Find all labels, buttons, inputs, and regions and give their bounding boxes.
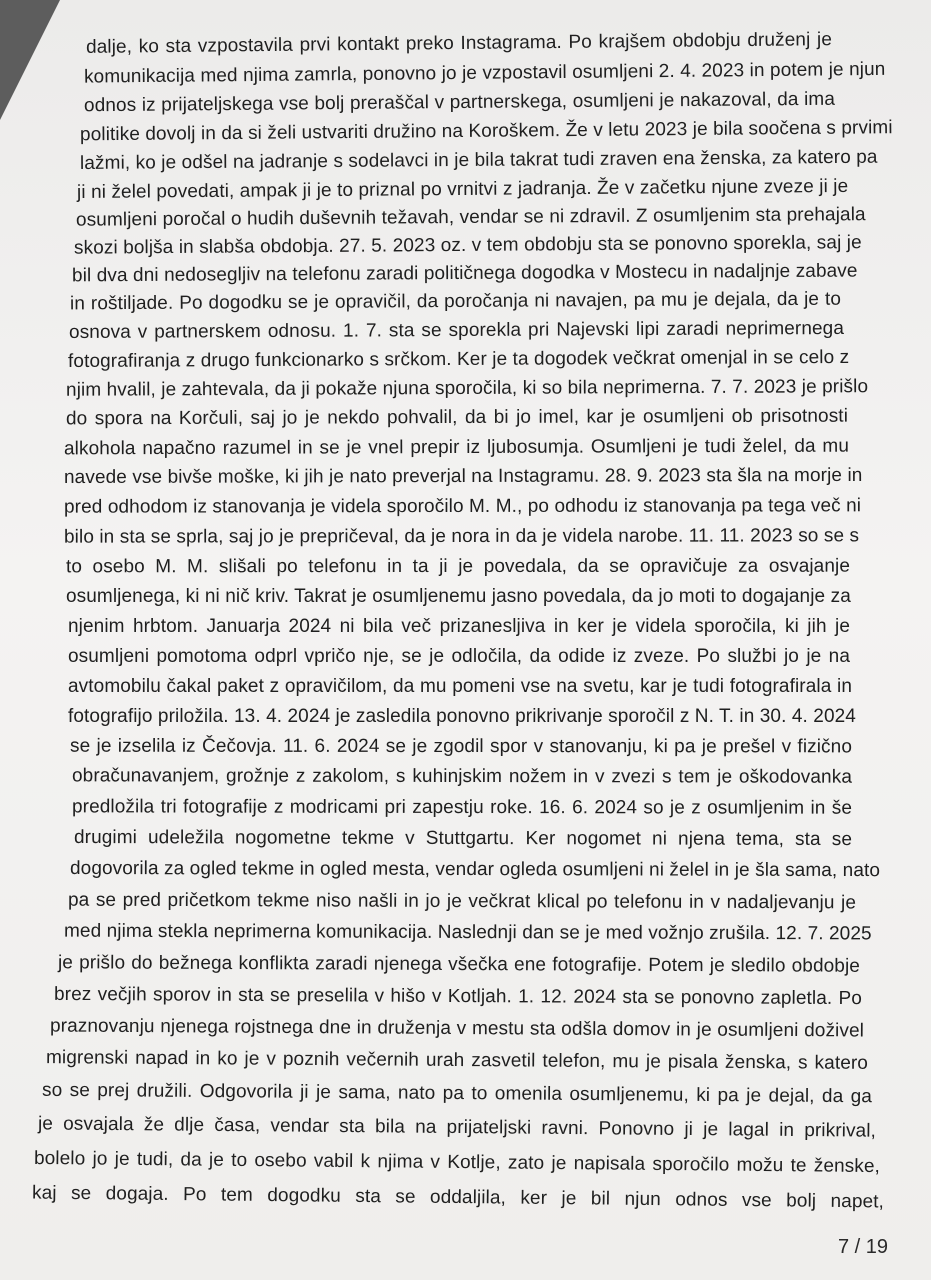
text-line: in roštiljade. Po dogodku se je opravičil, da poročanja ni navajen, pa mu je dejala, da je to [69, 288, 842, 315]
text-line: bilo in sta se sprla, saj jo je prepričeval, da je nora in da je videla narobe. 11. 11. 2023 so se s [63, 525, 860, 548]
text-line: pa se pred pričetkom tekme niso našli in jo je večkrat klical po telefonu in v nadaljevanju je [67, 889, 857, 914]
text-line: ji ni želel povedati, ampak ji je to priznal po vrnitvi z jadranja. Že v začetku njune zveze ji je [76, 175, 849, 203]
text-line: med njima stekla neprimerna komunikacija. Naslednji dan se je med vožnjo zrušila. 12. 7. 2025 [63, 920, 872, 945]
text-line: predložila tri fotografije z modricami pri zapestju roke. 16. 6. 2024 so je z osumljenim in še [71, 796, 853, 819]
text-line: osumljenega, ki ni nič kriv. Takrat je osumljenemu jasno povedala, da jo moti to dogajanje za [66, 586, 851, 607]
text-line: do spora na Korčuli, saj jo je nekdo pohvalil, da bi jo imel, kar je osumljeni ob prisotnosti [65, 405, 849, 430]
text-line: komunikacija med njima zamrla, ponovno jo je vzpostavil osumljeni 2. 4. 2023 in potem je njun [83, 58, 886, 88]
text-line: migrenski napad in ko je v poznih večernih urah zasvetil telefon, mu je pisala ženska, s katero [45, 1047, 869, 1074]
text-line: obračunavanjem, grožnje z zakolom, s kuhinjskim nožem in v zvezi s tem je oškodovanka [71, 765, 853, 788]
page-number: 7 / 19 [838, 1236, 889, 1258]
text-line: njim hvalil, je zahtevala, da ji pokaže njuna sporočila, ki so bila neprimerna. 7. 7. 2023 je prišlo [65, 376, 869, 401]
text-line: avtomobilu čakal paket z opravičilom, da mu pomeni vse na svetu, kar je tudi fotografirala in [68, 676, 852, 697]
text-line: brez večjih sporov in sta se preselila v hišo v Kotljah. 1. 12. 2024 sta se ponovno zapletla. Po [53, 983, 863, 1010]
text-line: skozi boljša in slabša obdobja. 27. 5. 2023 oz. v tem obdobju sta se ponovno sporekla, saj je [73, 232, 862, 259]
text-line: bil dva dni nedosegljiv na telefonu zaradi političnega dogodka v Mostecu in nadaljnje zabave [71, 260, 858, 287]
text-line: odnos iz prijateljskega vse bolj preraščal v partnerskega, osumljeni je nakazoval, da ima [83, 88, 836, 117]
text-line: so se prej družili. Odgovorila ji je sama, nato pa to omenila osumljenemu, ki pa je dejal, da ga [41, 1079, 873, 1108]
text-line: alkohola napačno razumel in se je vnel prepir iz ljubosumja. Osumljeni je tudi želel, da mu [63, 435, 850, 460]
text-line: lažmi, ko je odšel na jadranje s sodelavci in je bila takrat tudi zraven ena ženska, za katero pa [79, 146, 878, 174]
text-line: osumljeni pomotoma odprl vpričo nje, se je odločila, da odide iz zveze. Po službi jo je na [68, 646, 850, 667]
text-line: drugimi udeležila nogometne tekme v Stuttgartu. Ker nogomet ni njena tema, sta se [73, 826, 853, 851]
text-line: dalje, ko sta vzpostavila prvi kontakt preko Instagrama. Po krajšem obdobju druženj je [85, 29, 833, 58]
text-line: se je izselila iz Čečovja. 11. 6. 2024 se je zgodil spor v stanovanju, ki pa je prešel v fizično [69, 735, 853, 758]
text-line: osnova v partnerskem odnosu. 1. 7. sta se sporekla pri Najevski lipi zaradi neprimernega [68, 317, 845, 344]
text-line: to osebo M. M. slišali po telefonu in ta ji je povedala, da se opravičuje za osvajanje [65, 555, 851, 578]
text-line: njenim hrbtom. Januarja 2024 ni bila več prizanesljiva in ker je videla sporočila, ki jih je [68, 616, 850, 637]
text-line: fotografiranja z drugo funkcionarko s srčkom. Ker je ta dogodek večkrat omenjal in se celo z [67, 346, 850, 373]
text-line: politike dovolj in da si želi ustvariti družino na Koroškem. Že v letu 2023 je bila soočena s prvimi [79, 117, 893, 146]
text-line: praznovanju njenega rojstnega dne in druženja v mestu sta odšla domov in je osumljeni doživel [49, 1015, 865, 1042]
text-line: bolelo jo je tudi, da je to osebo vabil k njima v Kotlje, zato je napisala sporočilo možu te ženske, [33, 1147, 881, 1178]
text-line: je osvajala že dlje časa, vendar sta bila na prijateljski ravni. Ponovno ji je lagal in prikrival, [37, 1113, 877, 1142]
text-line: dogovorila za ogled tekme in ogled mesta, vendar ogleda osumljeni ni želel in je šla sama, nato [69, 857, 881, 882]
text-line: je prišlo do bežnega konflikta zaradi njenega všečka ene fotografije. Potem je sledilo obdobje [57, 952, 861, 977]
text-line: navede vse bivše moške, ki jih je nato preverjal na Instagramu. 28. 9. 2023 sta šla na morje in [63, 464, 863, 489]
text-line: kaj se dogaja. Po tem dogodku sta se oddaljila, ker je bil njun odnos vse bolj napet, [31, 1182, 885, 1213]
text-line: fotografijo priložila. 13. 4. 2024 je zasledila ponovno prikrivanje sporočil z N. T. in 30. 4. 2024 [68, 706, 856, 727]
text-line: osumljeni poročal o hudih duševnih težavah, vendar se ni zdravil. Z osumljenim sta prehajala [75, 204, 866, 231]
text-line: pred odhodom iz stanovanja je videla sporočilo M. M., po odhodu iz stanovanja pa tega več ni [63, 495, 862, 518]
